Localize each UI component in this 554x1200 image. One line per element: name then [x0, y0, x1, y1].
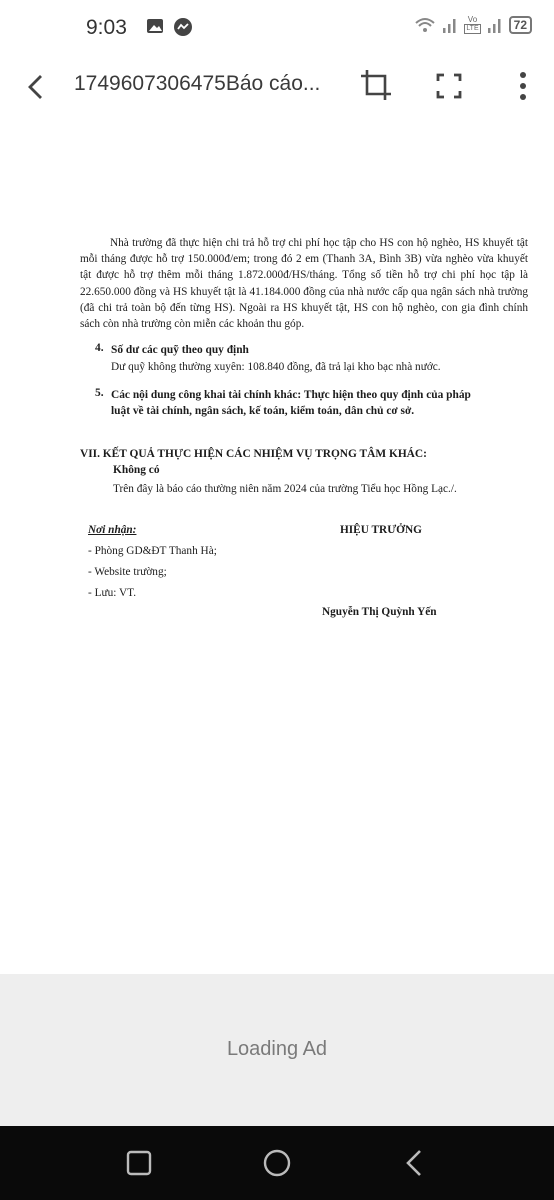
- home-icon[interactable]: [262, 1148, 292, 1178]
- recipient-item: - Website trường;: [88, 566, 167, 578]
- document-title: 1749607306475Báo cáo...: [74, 72, 321, 95]
- section-7-text: Trên đây là báo cáo thường niên năm 2024 của trường Tiểu học Hồng Lạc./.: [113, 483, 457, 495]
- volte-badge: Vo LTE: [466, 15, 479, 32]
- item-5-number: 5.: [95, 387, 104, 399]
- item-5-line-2: luật về tài chính, ngân sách, kế toán, kiểm toán, dân chủ cơ sở.: [111, 405, 415, 417]
- messenger-icon: [173, 17, 193, 37]
- section-7-title: VII. KẾT QUẢ THỰC HIỆN CÁC NHIỆM VỤ TRỌNG TÂM KHÁC:: [80, 448, 427, 460]
- document-page[interactable]: [0, 118, 554, 974]
- item-4-number: 4.: [95, 342, 104, 354]
- section-7-subtitle: Không có: [113, 464, 160, 476]
- battery-icon: 72: [509, 16, 532, 34]
- crop-icon[interactable]: [358, 67, 394, 103]
- signal-icon-2: [487, 16, 503, 34]
- item-5-line-1: Các nội dung công khai tài chính khác: Thực hiện theo quy định của pháp: [111, 389, 471, 401]
- status-bar: [0, 0, 554, 56]
- back-nav-icon[interactable]: [400, 1148, 430, 1178]
- more-options-icon[interactable]: [510, 68, 536, 104]
- back-arrow-icon[interactable]: [20, 70, 54, 104]
- signal-icon: [442, 16, 458, 34]
- signer-name: Nguyễn Thị Quỳnh Yến: [322, 606, 437, 618]
- recent-apps-icon[interactable]: [124, 1148, 154, 1178]
- recipients-label: Nơi nhận:: [88, 524, 137, 536]
- app-bar: [0, 56, 554, 118]
- ad-banner[interactable]: [0, 974, 554, 1126]
- ad-loading-text: Loading Ad: [226, 1038, 328, 1060]
- wifi-icon: [414, 16, 436, 34]
- paragraph-support: Nhà trường đã thực hiện chi trả hỗ trợ chi phí học tập cho HS con hộ nghèo, HS khuyết tật mỗi tháng được hỗ trợ 150.000đ/em; trong đó 2 em (Thanh 3A, Bình 3B) vừa nghèo vừa khuyết tật được hỗ trợ thêm mỗi tháng 1.872.000đ/HS/tháng. Tổng số tiền hỗ trợ chi phí học tập là 22.650.000 đồng và HS khuyết tật là 41.184.000 đồng của nhà nước cấp qua ngân sách nhà trường (đã chi trả toàn bộ đến từng HS). Ngoài ra HS khuyết tật, HS con hộ nghèo, con gia đình chính sách còn nhà trường còn miễn các khoản thu góp.: [80, 237, 528, 331]
- gallery-icon: [146, 17, 164, 35]
- item-4-title: Số dư các quỹ theo quy định: [111, 344, 249, 356]
- navigation-bar: [0, 1126, 554, 1200]
- fullscreen-icon[interactable]: [432, 69, 466, 103]
- signer-title: HIỆU TRƯỞNG: [340, 524, 422, 536]
- clock: 9:03: [86, 16, 127, 39]
- recipient-item: - Phòng GD&ĐT Thanh Hà;: [88, 545, 217, 557]
- recipient-item: - Lưu: VT.: [88, 587, 137, 599]
- status-icons: [414, 16, 532, 34]
- item-4-text: Dư quỹ không thường xuyên: 108.840 đồng, đã trả lại kho bạc nhà nước.: [111, 361, 441, 373]
